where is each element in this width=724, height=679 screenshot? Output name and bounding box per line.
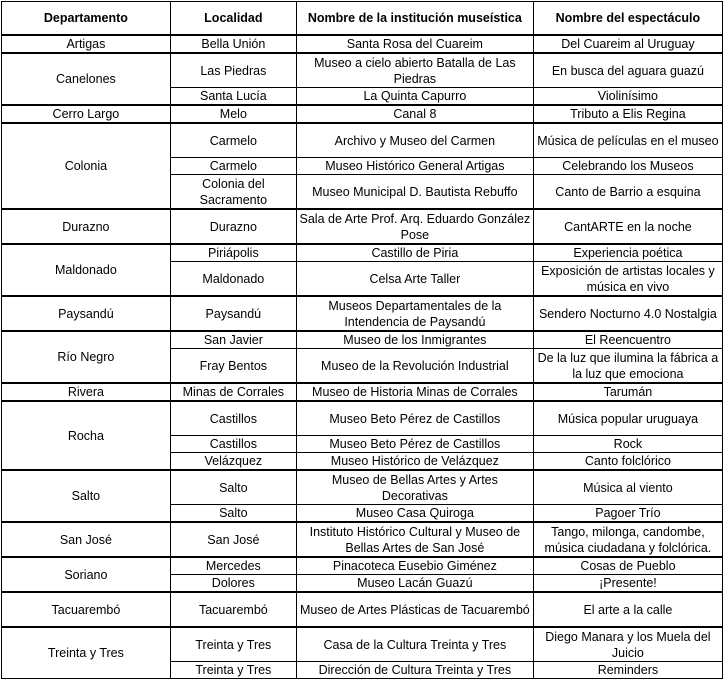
cell-espectaculo: De la luz que ilumina la fábrica a la luz que emociona (533, 349, 722, 384)
cell-espectaculo: CantARTE en la noche (533, 209, 722, 244)
cell-institucion: Museos Departamentales de la Intendencia de Paysandú (296, 296, 533, 331)
table-row (2, 105, 723, 123)
cell-espectaculo: El Reencuentro (533, 331, 722, 349)
cell-institucion: Dirección de Cultura Treinta y Tres (296, 662, 533, 679)
cell-localidad: Carmelo (170, 123, 296, 158)
cell-institucion: Museo Beto Pérez de Castillos (296, 401, 533, 436)
cell-espectaculo: Sendero Nocturno 4.0 Nostalgia (533, 296, 722, 331)
header-institucion: Nombre de la institución museística (296, 2, 533, 36)
cell-localidad: Castillos (170, 401, 296, 436)
cell-departamento: Paysandú (2, 296, 171, 331)
table-row (2, 401, 723, 436)
cell-institucion: Pinacoteca Eusebio Giménez (296, 557, 533, 575)
cell-espectaculo: Violinísimo (533, 88, 722, 106)
cell-institucion: Museo a cielo abierto Batalla de Las Piedras (296, 53, 533, 88)
cell-espectaculo: Pagoer Trío (533, 505, 722, 523)
table-row (2, 35, 723, 53)
table-row (2, 53, 723, 88)
table-row (2, 627, 723, 662)
cell-institucion: Museo Histórico de Velázquez (296, 453, 533, 471)
cell-espectaculo: Reminders (533, 662, 722, 679)
cell-departamento: Río Negro (2, 331, 171, 383)
museums-table (1, 1, 723, 679)
cell-localidad: Fray Bentos (170, 349, 296, 384)
table-row (2, 123, 723, 158)
cell-institucion: Museo de la Revolución Industrial (296, 349, 533, 384)
cell-institucion: Museo Casa Quiroga (296, 505, 533, 523)
cell-espectaculo: Celebrando los Museos (533, 158, 722, 175)
header-row (2, 2, 723, 36)
cell-institucion: Museo Lacán Guazú (296, 575, 533, 593)
cell-institucion: Archivo y Museo del Carmen (296, 123, 533, 158)
cell-espectaculo: ¡Presente! (533, 575, 722, 593)
cell-espectaculo: Tarumán (533, 383, 722, 401)
cell-espectaculo: El arte a la calle (533, 592, 722, 627)
table-row (2, 209, 723, 244)
cell-localidad: Maldonado (170, 262, 296, 297)
cell-institucion: Casa de la Cultura Treinta y Tres (296, 627, 533, 662)
cell-localidad: Treinta y Tres (170, 627, 296, 662)
cell-localidad: Piriápolis (170, 244, 296, 262)
cell-localidad: Salto (170, 470, 296, 505)
cell-departamento: Rivera (2, 383, 171, 401)
cell-institucion: Museo Beto Pérez de Castillos (296, 436, 533, 453)
cell-departamento: Treinta y Tres (2, 627, 171, 679)
cell-departamento: Soriano (2, 557, 171, 592)
cell-departamento: Colonia (2, 123, 171, 209)
cell-institucion: Museo de Bellas Artes y Artes Decorativas (296, 470, 533, 505)
cell-localidad: Colonia del Sacramento (170, 175, 296, 210)
cell-institucion: Celsa Arte Taller (296, 262, 533, 297)
cell-institucion: Santa Rosa del Cuareim (296, 35, 533, 53)
cell-departamento: Canelones (2, 53, 171, 105)
cell-espectaculo: Diego Manara y los Muela del Juicio (533, 627, 722, 662)
cell-localidad: Minas de Corrales (170, 383, 296, 401)
cell-localidad: Las Piedras (170, 53, 296, 88)
cell-localidad: Castillos (170, 436, 296, 453)
cell-localidad: Melo (170, 105, 296, 123)
cell-departamento: Durazno (2, 209, 171, 244)
cell-departamento: Rocha (2, 401, 171, 470)
cell-espectaculo: Exposición de artistas locales y música en vivo (533, 262, 722, 297)
cell-institucion: Museo Histórico General Artigas (296, 158, 533, 175)
table-row (2, 470, 723, 505)
cell-localidad: Carmelo (170, 158, 296, 175)
cell-localidad: San Javier (170, 331, 296, 349)
cell-espectaculo: Canto folclórico (533, 453, 722, 471)
cell-espectaculo: Tributo a Elis Regina (533, 105, 722, 123)
cell-espectaculo: Rock (533, 436, 722, 453)
cell-institucion: Sala de Arte Prof. Arq. Eduardo González Pose (296, 209, 533, 244)
table-row (2, 296, 723, 331)
cell-institucion: Castillo de Piria (296, 244, 533, 262)
cell-localidad: Bella Unión (170, 35, 296, 53)
cell-localidad: Paysandú (170, 296, 296, 331)
cell-departamento: Salto (2, 470, 171, 522)
cell-institucion: Museo de Artes Plásticas de Tacuarembó (296, 592, 533, 627)
cell-institucion: Museo de Historia Minas de Corrales (296, 383, 533, 401)
cell-localidad: Salto (170, 505, 296, 523)
cell-departamento: Artigas (2, 35, 171, 53)
table-row (2, 557, 723, 575)
cell-departamento: Tacuarembó (2, 592, 171, 627)
table-row (2, 331, 723, 349)
cell-espectaculo: Del Cuareim al Uruguay (533, 35, 722, 53)
cell-institucion: Museo Municipal D. Bautista Rebuffo (296, 175, 533, 210)
cell-departamento: San José (2, 522, 171, 557)
cell-localidad: Santa Lucía (170, 88, 296, 106)
header-localidad: Localidad (170, 2, 296, 36)
cell-localidad: Treinta y Tres (170, 662, 296, 679)
cell-localidad: Mercedes (170, 557, 296, 575)
table-row (2, 244, 723, 262)
cell-espectaculo: Cosas de Pueblo (533, 557, 722, 575)
cell-localidad: Durazno (170, 209, 296, 244)
cell-espectaculo: Experiencia poética (533, 244, 722, 262)
table-row (2, 592, 723, 627)
header-departamento: Departamento (2, 2, 171, 36)
cell-espectaculo: Música al viento (533, 470, 722, 505)
cell-localidad: Tacuarembó (170, 592, 296, 627)
cell-institucion: La Quinta Capurro (296, 88, 533, 106)
cell-institucion: Museo de los Inmigrantes (296, 331, 533, 349)
cell-espectaculo: Música popular uruguaya (533, 401, 722, 436)
table-body (2, 35, 723, 679)
table-row (2, 522, 723, 557)
cell-espectaculo: En busca del aguara guazú (533, 53, 722, 88)
cell-espectaculo: Canto de Barrio a esquina (533, 175, 722, 210)
cell-institucion: Canal 8 (296, 105, 533, 123)
cell-localidad: San José (170, 522, 296, 557)
header-espectaculo: Nombre del espectáculo (533, 2, 722, 36)
cell-localidad: Dolores (170, 575, 296, 593)
cell-espectaculo: Música de películas en el museo (533, 123, 722, 158)
cell-localidad: Velázquez (170, 453, 296, 471)
cell-departamento: Cerro Largo (2, 105, 171, 123)
cell-institucion: Instituto Histórico Cultural y Museo de Bellas Artes de San José (296, 522, 533, 557)
cell-espectaculo: Tango, milonga, candombe, música ciudadana y folclórica. (533, 522, 722, 557)
cell-departamento: Maldonado (2, 244, 171, 296)
table-row (2, 383, 723, 401)
